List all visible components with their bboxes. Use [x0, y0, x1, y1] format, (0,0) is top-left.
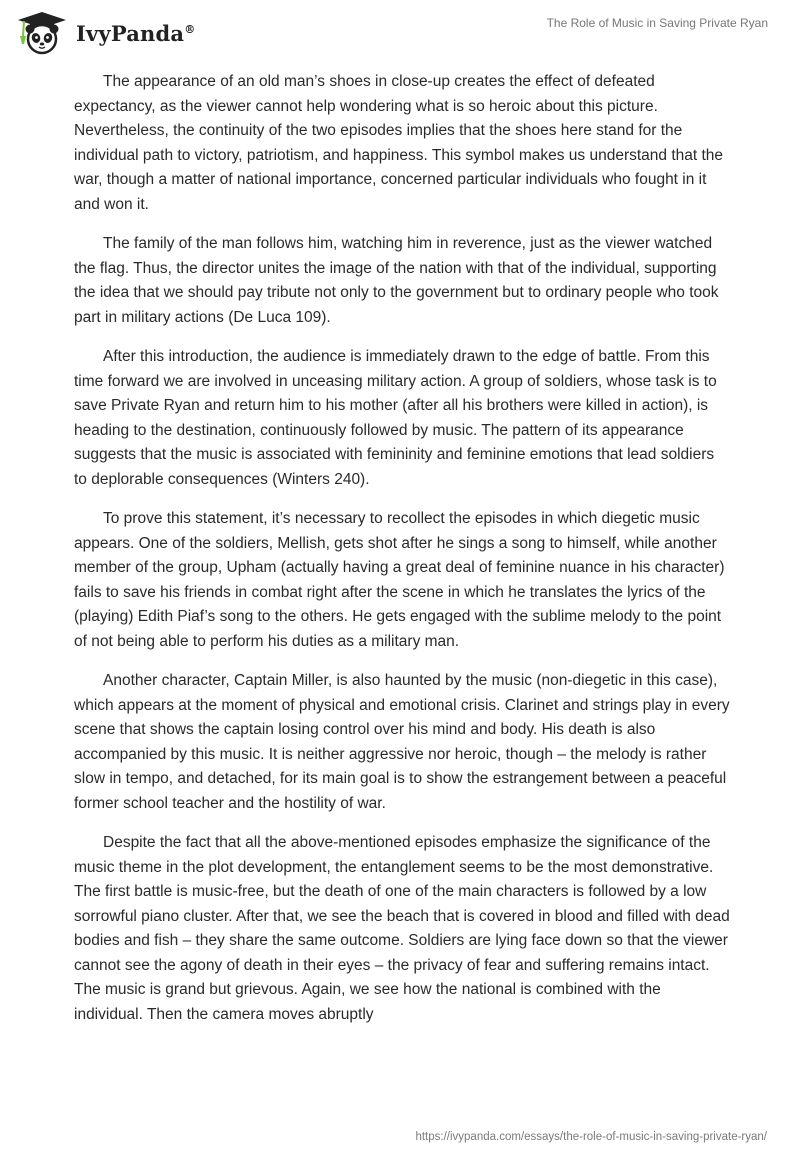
- paragraph: Another character, Captain Miller, is also haunted by the music (non-diegetic in this case), which appears at the moment of physical and emotional crisis. Clarinet and strings play in every scene that shows the captain losing control over his mind and body. His death is also accompanied by this music. It is neither aggressive nor heroic, though – the melody is rather slow in tempo, and detached, for its main goal is to show the estrangement between a peaceful former school teacher and the hostility of war.: [74, 672, 730, 812]
- registered-mark: ®: [184, 22, 196, 36]
- paragraph: Despite the fact that all the above-mentioned episodes emphasize the significance of the music theme in the plot development, the entanglement seems to be the most demonstrative. The first battle is music-free, but the death of one of the main characters is followed by a low sorrowful piano cluster. After that, we see the beach that is covered in blood and filled with dead bodies and fish – they share the same outcome. Soldiers are lying face down so that the viewer cannot see the agony of death in their eyes – the privacy of fear and suffering remains intact. The music is grand but grievous. Again, we see how the national is combined with the individual. Then the camera moves abruptly: [74, 834, 730, 1023]
- paragraph: The family of the man follows him, watching him in reverence, just as the viewer watched the flag. Thus, the director unites the image of the nation with that of the individual, supporting the idea that we should pay tribute not only to the government but to ordinary people who took part in military actions (De Luca 109).: [74, 235, 719, 326]
- panda-graduate-icon: [14, 10, 70, 56]
- brand-name: IvyPanda®: [76, 20, 196, 46]
- ivypanda-logo[interactable]: [14, 10, 195, 56]
- paragraph: To prove this statement, it’s necessary to recollect the episodes in which diegetic music appears. One of the soldiers, Mellish, gets shot after he sings a song to himself, while another member of the group, Upham (actually having a great deal of feminine nuance in his character) fails to save his friends in combat right after the scene in which he translates the lyrics of the (playing) Edith Piaf’s song to the others. He gets engaged with the sublime melody to the point of not being able to perform his duties as a military man.: [74, 510, 725, 650]
- paragraph: After this introduction, the audience is immediately drawn to the edge of battle. From this time forward we are involved in unceasing military action. A group of soldiers, whose task is to save Private Ryan and return him to his mother (after all his brothers were killed in action), is heading to the destination, continuously followed by music. The pattern of its appearance suggests that the music is associated with femininity and feminine emotions that lead soldiers to deplorable consequences (Winters 240).: [74, 348, 717, 488]
- running-title: The Role of Music in Saving Private Ryan: [546, 16, 768, 30]
- essay-body: [74, 70, 730, 1042]
- paragraph: The appearance of an old man’s shoes in close-up creates the effect of defeated expectancy, as the viewer cannot help wondering what is so heroic about this picture. Nevertheless, the continuity of the two episodes implies that the shoes here stand for the individual path to victory, patriotism, and happiness. This symbol makes us understand that the war, though a matter of national importance, concerned particular individuals who fought in it and won it.: [74, 73, 724, 213]
- page-header: [0, 0, 800, 66]
- source-url[interactable]: https://ivypanda.com/essays/the-role-of-music-in-saving-private-ryan/: [415, 1131, 767, 1143]
